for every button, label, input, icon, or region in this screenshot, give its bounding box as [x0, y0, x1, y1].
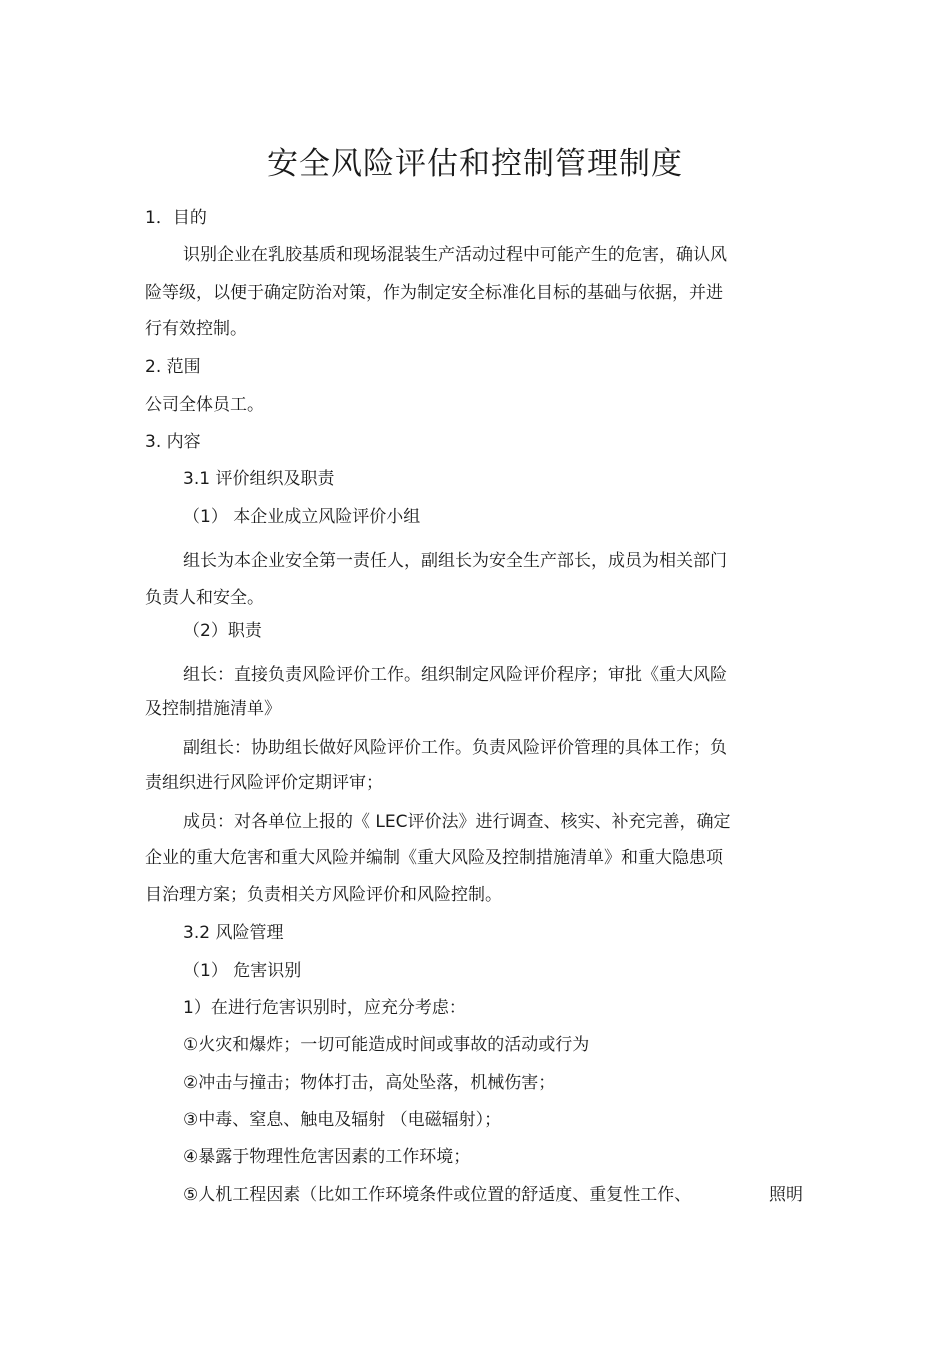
paragraph-line: 及控制措施清单》: [145, 699, 281, 719]
paragraph-line: 险等级，以便于确定防治对策，作为制定安全标准化目标的基础与依据，并进: [145, 283, 723, 303]
list-item-continuation: 照明: [769, 1185, 803, 1205]
paragraph-line: 行有效控制。: [145, 319, 247, 339]
section-heading-scope: 2. 范围: [145, 357, 201, 377]
paragraph-line: 识别企业在乳胶基质和现场混装生产活动过程中可能产生的危害，确认风: [183, 245, 727, 265]
paragraph-line: 责组织进行风险评价定期评审；: [145, 773, 383, 793]
list-item: （1） 本企业成立风险评价小组: [183, 507, 421, 527]
paragraph-line: 目治理方案；负责相关方风险评价和风险控制。: [145, 885, 502, 905]
paragraph-line: 副组长：协助组长做好风险评价工作。负责风险评价管理的具体工作；负: [183, 738, 727, 758]
list-item: ①火灾和爆炸；一切可能造成时间或事故的活动或行为: [183, 1035, 590, 1055]
section-heading-purpose: 1．目的: [145, 208, 207, 228]
list-item: （2）职责: [183, 621, 262, 641]
list-item: ⑤人机工程因素（比如工作环境条件或位置的舒适度、重复性工作、: [183, 1185, 692, 1205]
section-heading-content: 3. 内容: [145, 432, 201, 452]
paragraph-line: 负责人和安全。: [145, 588, 264, 608]
list-item: （1） 危害识别: [183, 961, 302, 981]
list-item: ④暴露于物理性危害因素的工作环境；: [183, 1147, 471, 1167]
paragraph-line: 企业的重大危害和重大风险并编制《重大风险及控制措施清单》和重大隐患项: [145, 848, 723, 868]
subsection-heading: 3.2 风险管理: [183, 923, 284, 943]
list-item: ③中毒、窒息、触电及辐射 （电磁辐射）；: [183, 1110, 502, 1130]
paragraph-line: 1）在进行危害识别时，应充分考虑：: [183, 998, 466, 1018]
paragraph-line: 成员：对各单位上报的《 LEC评价法》进行调查、核实、补充完善，确定: [183, 812, 731, 832]
list-item: ②冲击与撞击；物体打击，高处坠落，机械伤害；: [183, 1073, 556, 1093]
document-title: 安全风险评估和控制管理制度: [267, 146, 683, 182]
paragraph-line: 公司全体员工。: [145, 395, 264, 415]
paragraph-line: 组长：直接负责风险评价工作。组织制定风险评价程序；审批《重大风险: [183, 665, 727, 685]
paragraph-line: 组长为本企业安全第一责任人，副组长为安全生产部长，成员为相关部门: [183, 551, 727, 571]
subsection-heading: 3.1 评价组织及职责: [183, 469, 335, 489]
